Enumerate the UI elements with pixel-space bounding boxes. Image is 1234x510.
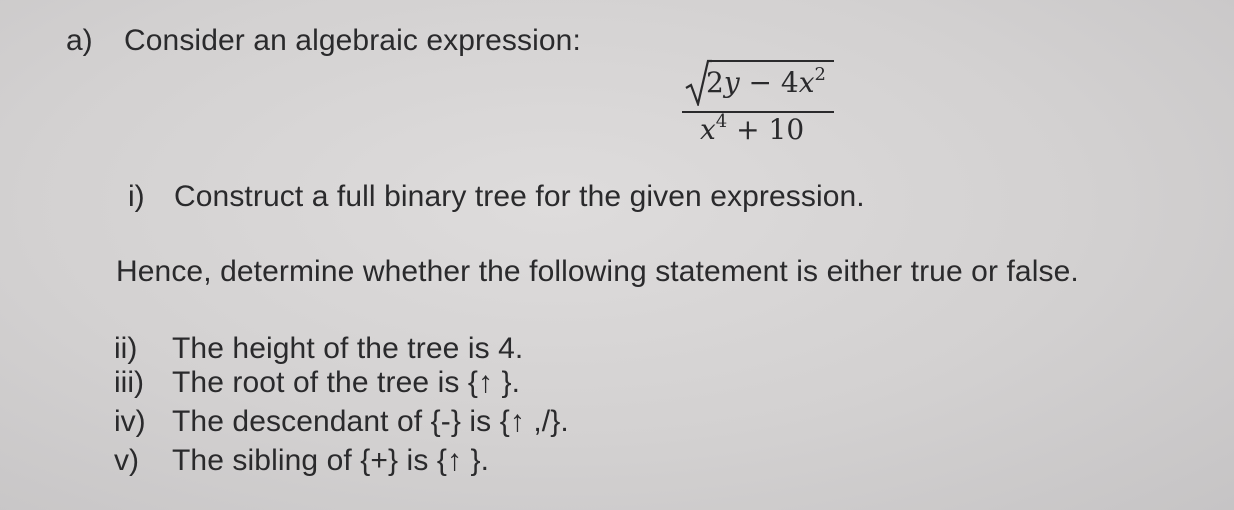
part-ii-label: ii) — [114, 332, 138, 365]
part-iii-label: iii) — [114, 366, 144, 399]
numerator-var-x: x — [798, 66, 815, 99]
denominator-exponent: 4 — [715, 111, 728, 132]
expression-numerator — [706, 66, 826, 100]
part-iv-text: The descendant of {-} is {↑ ,/}. — [172, 405, 569, 438]
question-text: Consider an algebraic expression: — [124, 24, 581, 57]
denominator-var-x: x — [700, 113, 716, 146]
numerator-coefficient: 2 — [706, 66, 724, 99]
part-v-label: v) — [114, 444, 139, 477]
radical-overline — [710, 60, 834, 62]
numerator-operator: − 4 — [739, 66, 799, 99]
question-label: a) — [66, 24, 93, 57]
part-i-text: Construct a full binary tree for the given expression. — [174, 180, 865, 213]
instruction-text: Hence, determine whether the following statement is either true or false. — [116, 255, 1079, 288]
part-ii-text: The height of the tree is 4. — [172, 332, 524, 365]
part-i-label: i) — [128, 180, 145, 213]
part-iii-text: The root of the tree is {↑ }. — [172, 366, 521, 399]
part-iv-label: iv) — [114, 405, 146, 438]
denominator-rest: + 10 — [727, 113, 805, 146]
numerator-exponent: 2 — [814, 64, 826, 85]
expression-denominator — [700, 113, 804, 147]
numerator-var-y: y — [723, 66, 740, 99]
part-v-text: The sibling of {+} is {↑ }. — [172, 444, 490, 477]
